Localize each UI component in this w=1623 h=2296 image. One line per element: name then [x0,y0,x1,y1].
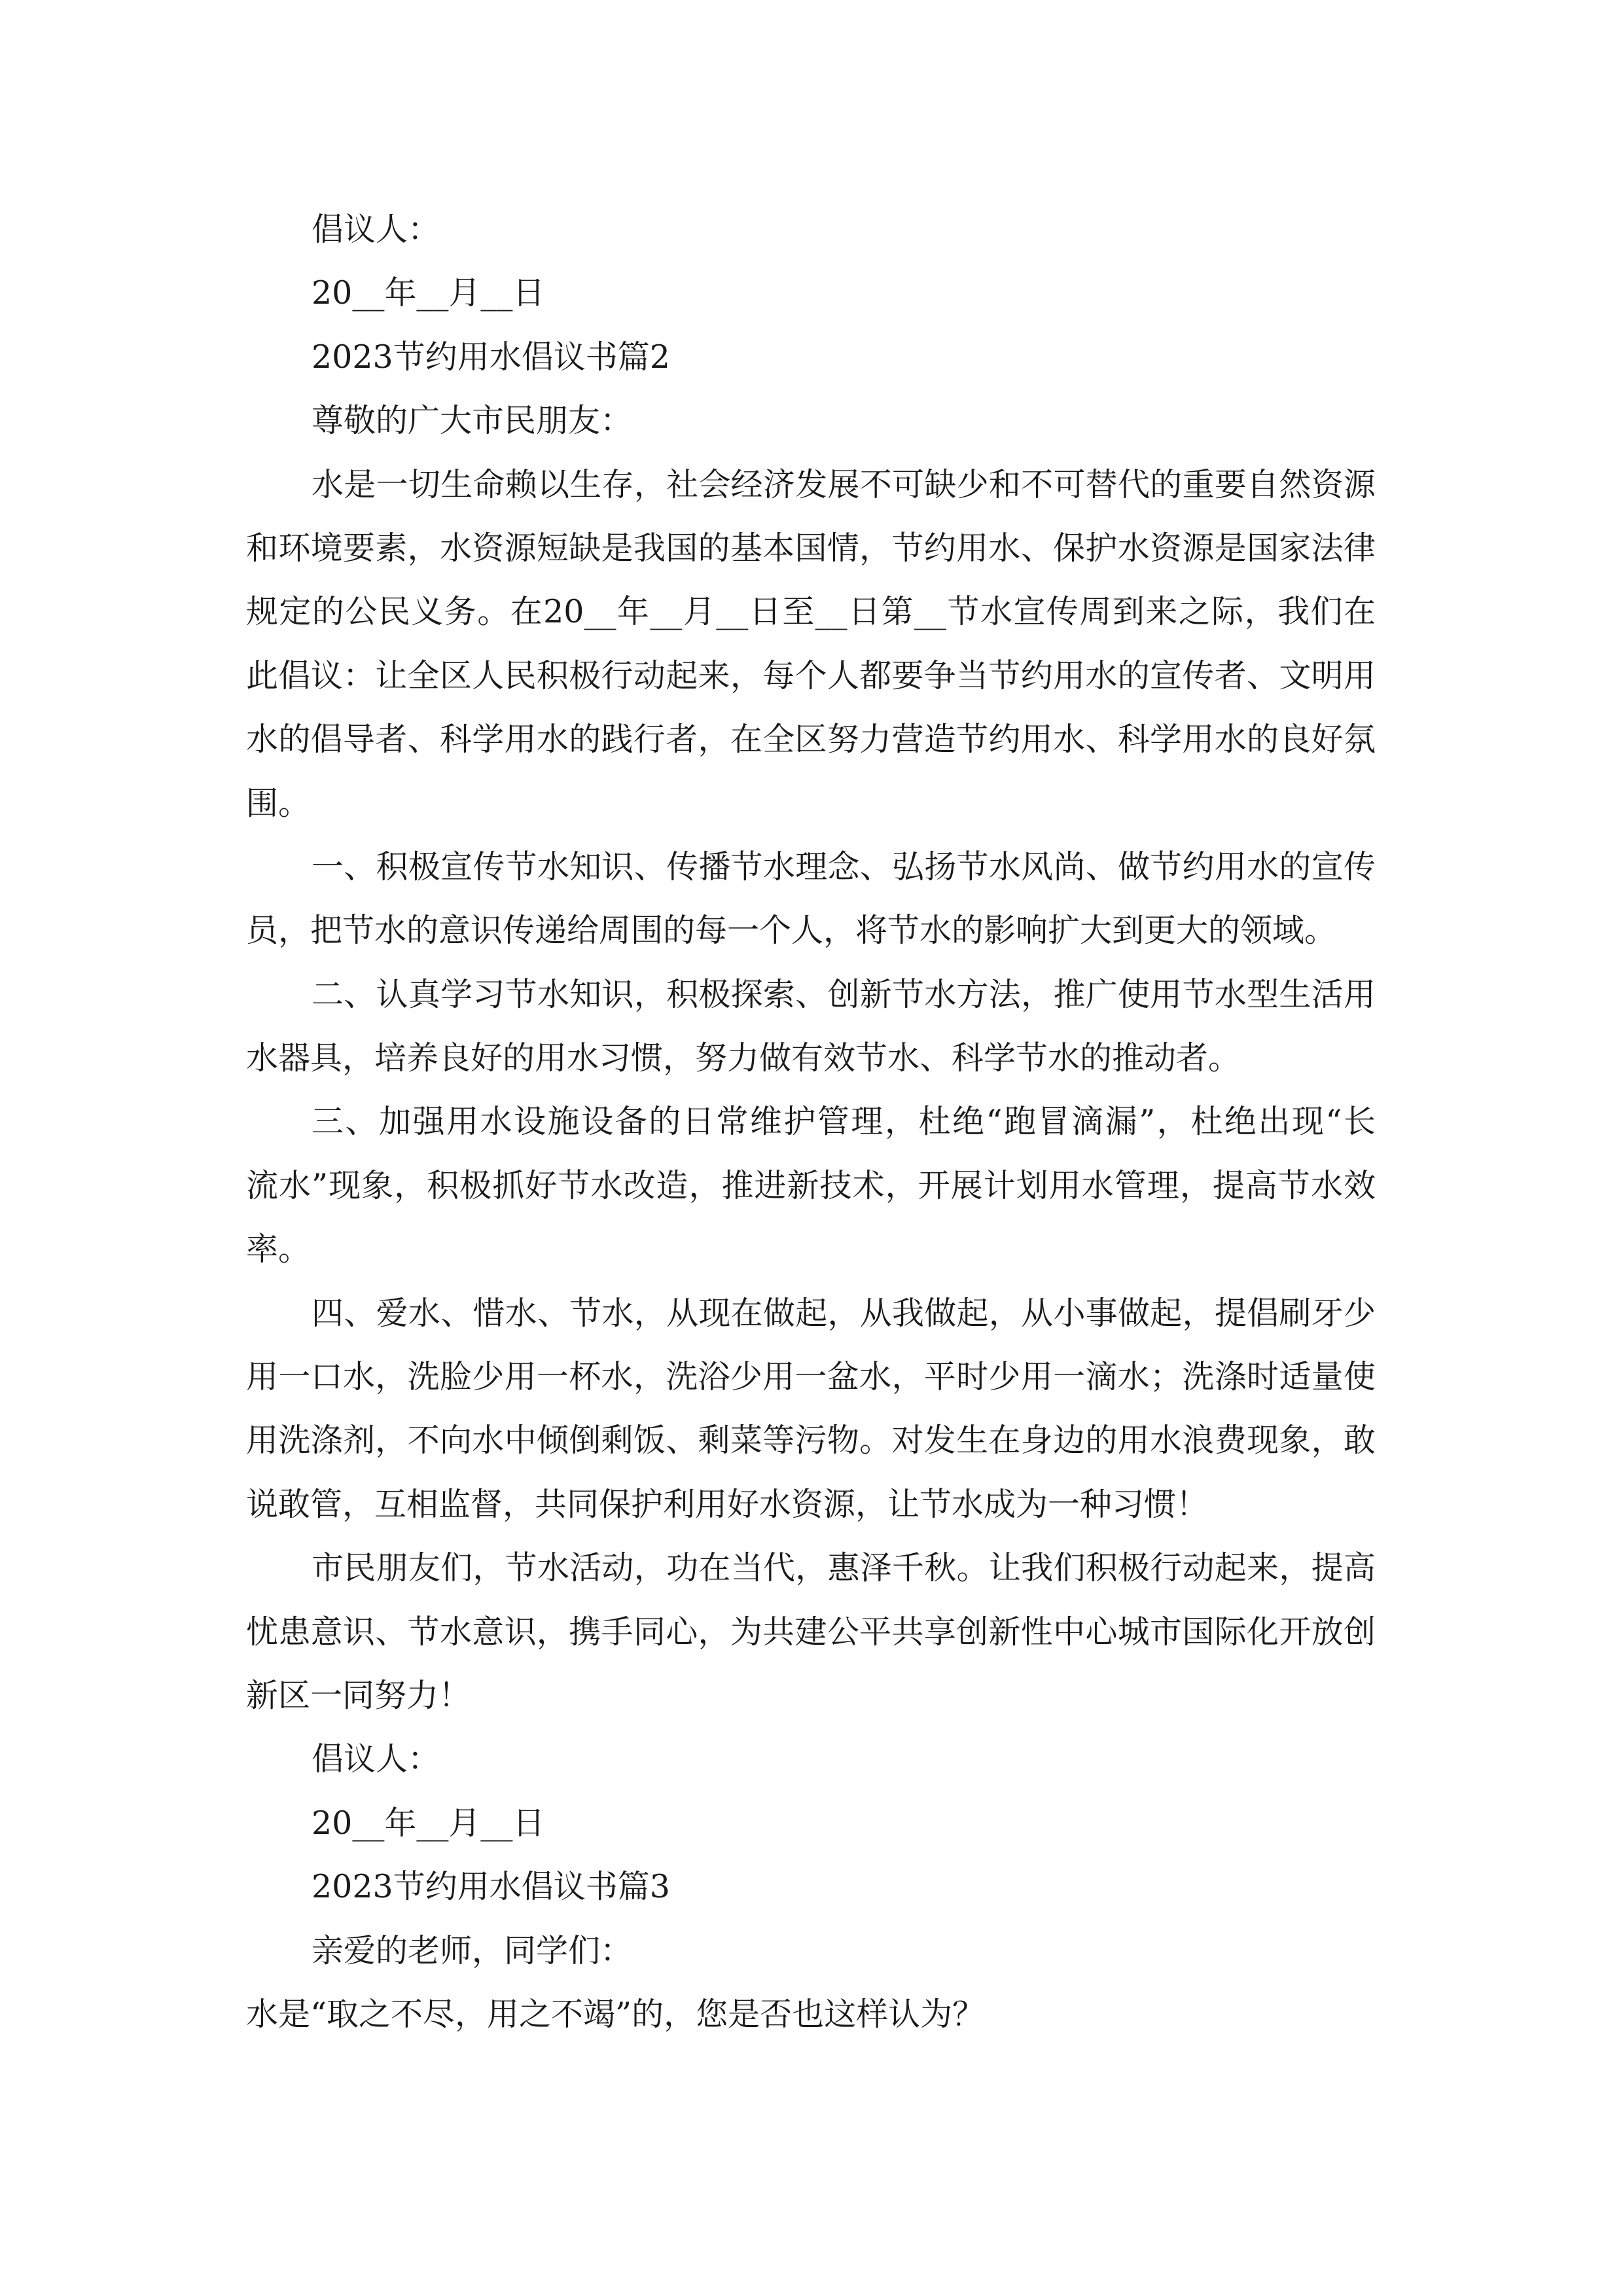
paragraph [246,261,1376,325]
paragraph [246,389,1376,452]
paragraph [246,963,1376,1090]
paragraph [246,453,1376,835]
paragraph [246,1855,1376,1918]
text-line: 倡议人： [312,211,440,248]
text-line: 20__年__月__日 [312,1804,545,1842]
text-line: 水器具，培养良好的用水习惯，努力做有效节水、科学节水的推动者。 [246,1039,1241,1077]
text-line: 新区一同努力！ [246,1676,471,1714]
paragraph [246,1536,1376,1727]
document-body [246,198,1376,2046]
text-line: 用洗涤剂，不向水中倾倒剩饭、剩菜等污物。对发生在身边的用水浪费现象，敢 [246,1422,1376,1460]
text-line: 20__年__月__日 [312,274,545,312]
text-line: 三、加强用水设施设备的日常维护管理，杜绝“跑冒滴漏”，杜绝出现“长 [312,1103,1376,1141]
text-line: 用一口水，洗脸少用一杯水，洗浴少用一盆水，平时少用一滴水；洗涤时适量使 [246,1358,1376,1396]
text-line: 2023节约用水倡议书篇2 [312,338,670,376]
text-line: 倡议人： [312,1740,440,1778]
text-line: 水是一切生命赖以生存，社会经济发展不可缺少和不可替代的重要自然资源 [312,465,1376,503]
text-line: 亲爱的老师，同学们： [312,1931,633,1969]
paragraph [246,1919,1376,1982]
paragraph [246,835,1376,963]
text-line: 一、积极宣传节水知识、传播节水理念、弘扬节水风尚、做节约用水的宣传 [312,848,1376,886]
paragraph [246,325,1376,389]
text-line: 说敢管，互相监督，共同保护利用好水资源，让节水成为一种习惯！ [246,1485,1209,1523]
paragraph [246,1727,1376,1791]
paragraph [246,1791,1376,1855]
text-line: 围。 [246,784,311,822]
text-line: 此倡议：让全区人民积极行动起来，每个人都要争当节约用水的宣传者、文明用 [246,656,1376,694]
text-line: 规定的公民义务。在20__年__月__日至__日第__节水宣传周到来之际，我们在 [246,593,1376,631]
text-line: 市民朋友们，节水活动，功在当代，惠泽千秋。让我们积极行动起来，提高 [312,1549,1376,1587]
text-line: 二、认真学习节水知识，积极探索、创新节水方法，推广使用节水型生活用 [312,975,1376,1013]
text-line: 和环境要素，水资源短缺是我国的基本国情，节约用水、保护水资源是国家法律 [246,529,1376,567]
text-line: 四、爱水、惜水、节水，从现在做起，从我做起，从小事做起，提倡刷牙少 [312,1294,1376,1332]
paragraph [246,1090,1376,1281]
paragraph [246,198,1376,261]
text-line: 2023节约用水倡议书篇3 [312,1868,670,1906]
text-line: 水的倡导者、科学用水的践行者，在全区努力营造节约用水、科学用水的良好氛 [246,721,1376,759]
text-line: 率。 [246,1230,311,1268]
text-line: 忧患意识、节水意识，携手同心，为共建公平共享创新性中心城市国际化开放创 [246,1613,1376,1651]
text-line: 水是“取之不尽，用之不竭”的，您是否也这样认为？ [246,1995,985,2033]
paragraph [246,1282,1376,1537]
text-line: 尊敬的广大市民朋友： [312,402,633,440]
text-line: 员，把节水的意识传递给周围的每一个人，将节水的影响扩大到更大的领域。 [246,912,1337,950]
paragraph [246,1982,1376,2046]
text-line: 流水”现象，积极抓好节水改造，推进新技术，开展计划用水管理，提高节水效 [246,1166,1376,1204]
